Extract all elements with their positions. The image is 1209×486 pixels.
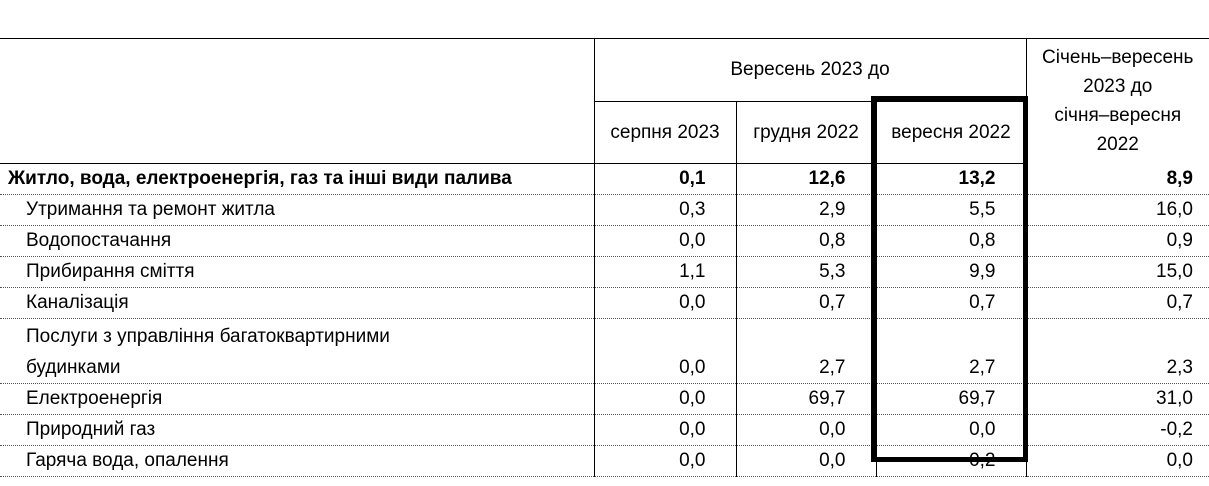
cell-aug: 0,0 <box>594 319 736 384</box>
row-label: Утримання та ремонт житла <box>0 195 594 226</box>
cell-sep: 9,9 <box>876 257 1026 288</box>
table-row <box>0 384 1209 415</box>
cell-aug: 0,0 <box>594 415 736 446</box>
row-label <box>0 319 594 384</box>
header-ytd-line2: 2023 до <box>1083 76 1153 98</box>
cell-ytd: -0,2 <box>1026 415 1209 446</box>
cell-ytd: 15,0 <box>1026 257 1209 288</box>
table-row <box>0 446 1209 477</box>
table-row <box>0 164 1209 195</box>
cell-aug: 0,0 <box>594 288 736 319</box>
header-group-label: Вересень 2023 до <box>594 39 1026 102</box>
cell-sep: 13,2 <box>876 164 1026 195</box>
row-label: Каналізація <box>0 288 594 319</box>
cell-aug: 0,0 <box>594 384 736 415</box>
header-ytd <box>1026 39 1209 164</box>
header-empty-cell <box>0 39 594 102</box>
cell-ytd: 0,0 <box>1026 446 1209 477</box>
cell-dec: 0,0 <box>736 415 876 446</box>
row-label: Гаряча вода, опалення <box>0 446 594 477</box>
cell-sep: 0,7 <box>876 288 1026 319</box>
row-label: Електроенергія <box>0 384 594 415</box>
cell-sep: 5,5 <box>876 195 1026 226</box>
cell-dec: 0,0 <box>736 446 876 477</box>
cell-sep: -0,2 <box>876 446 1026 477</box>
table-row <box>0 226 1209 257</box>
table-row <box>0 288 1209 319</box>
cell-ytd: 0,9 <box>1026 226 1209 257</box>
price-index-table <box>0 38 1209 477</box>
cell-dec: 0,8 <box>736 226 876 257</box>
table-row <box>0 319 1209 384</box>
cell-aug: 0,0 <box>594 226 736 257</box>
cell-dec: 5,3 <box>736 257 876 288</box>
row-label: Природний газ <box>0 415 594 446</box>
cell-sep: 0,8 <box>876 226 1026 257</box>
cell-ytd: 31,0 <box>1026 384 1209 415</box>
table-row <box>0 415 1209 446</box>
cell-dec: 2,9 <box>736 195 876 226</box>
cell-sep: 2,7 <box>876 319 1026 384</box>
cell-dec: 2,7 <box>736 319 876 384</box>
row-label: Водопостачання <box>0 226 594 257</box>
row-label-line1: Послуги з управління багатоквартирними <box>26 326 390 347</box>
cell-aug: 0,0 <box>594 446 736 477</box>
header-col-aug: серпня 2023 <box>594 102 736 164</box>
cell-ytd: 0,7 <box>1026 288 1209 319</box>
cell-ytd: 2,3 <box>1026 319 1209 384</box>
row-label: Житло, вода, електроенергія, газ та інші види палива <box>0 164 594 195</box>
header-ytd-line3: січня–вересня <box>1054 105 1182 127</box>
header-ytd-line4: 2022 <box>1096 134 1139 156</box>
cell-sep: 69,7 <box>876 384 1026 415</box>
header-empty-cell-2 <box>0 102 594 164</box>
row-label: Прибирання сміття <box>0 257 594 288</box>
header-ytd-line1: Січень–вересень <box>1042 47 1194 69</box>
cell-ytd: 16,0 <box>1026 195 1209 226</box>
cell-dec: 69,7 <box>736 384 876 415</box>
cell-aug: 0,1 <box>594 164 736 195</box>
header-col-sep: вересня 2022 <box>876 102 1026 164</box>
table-row <box>0 257 1209 288</box>
row-label-line2: будинками <box>26 357 121 378</box>
cell-ytd: 8,9 <box>1026 164 1209 195</box>
cell-dec: 0,7 <box>736 288 876 319</box>
header-col-dec: грудня 2022 <box>736 102 876 164</box>
cell-sep: 0,0 <box>876 415 1026 446</box>
cell-aug: 0,3 <box>594 195 736 226</box>
table-row <box>0 195 1209 226</box>
cell-aug: 1,1 <box>594 257 736 288</box>
cell-dec: 12,6 <box>736 164 876 195</box>
